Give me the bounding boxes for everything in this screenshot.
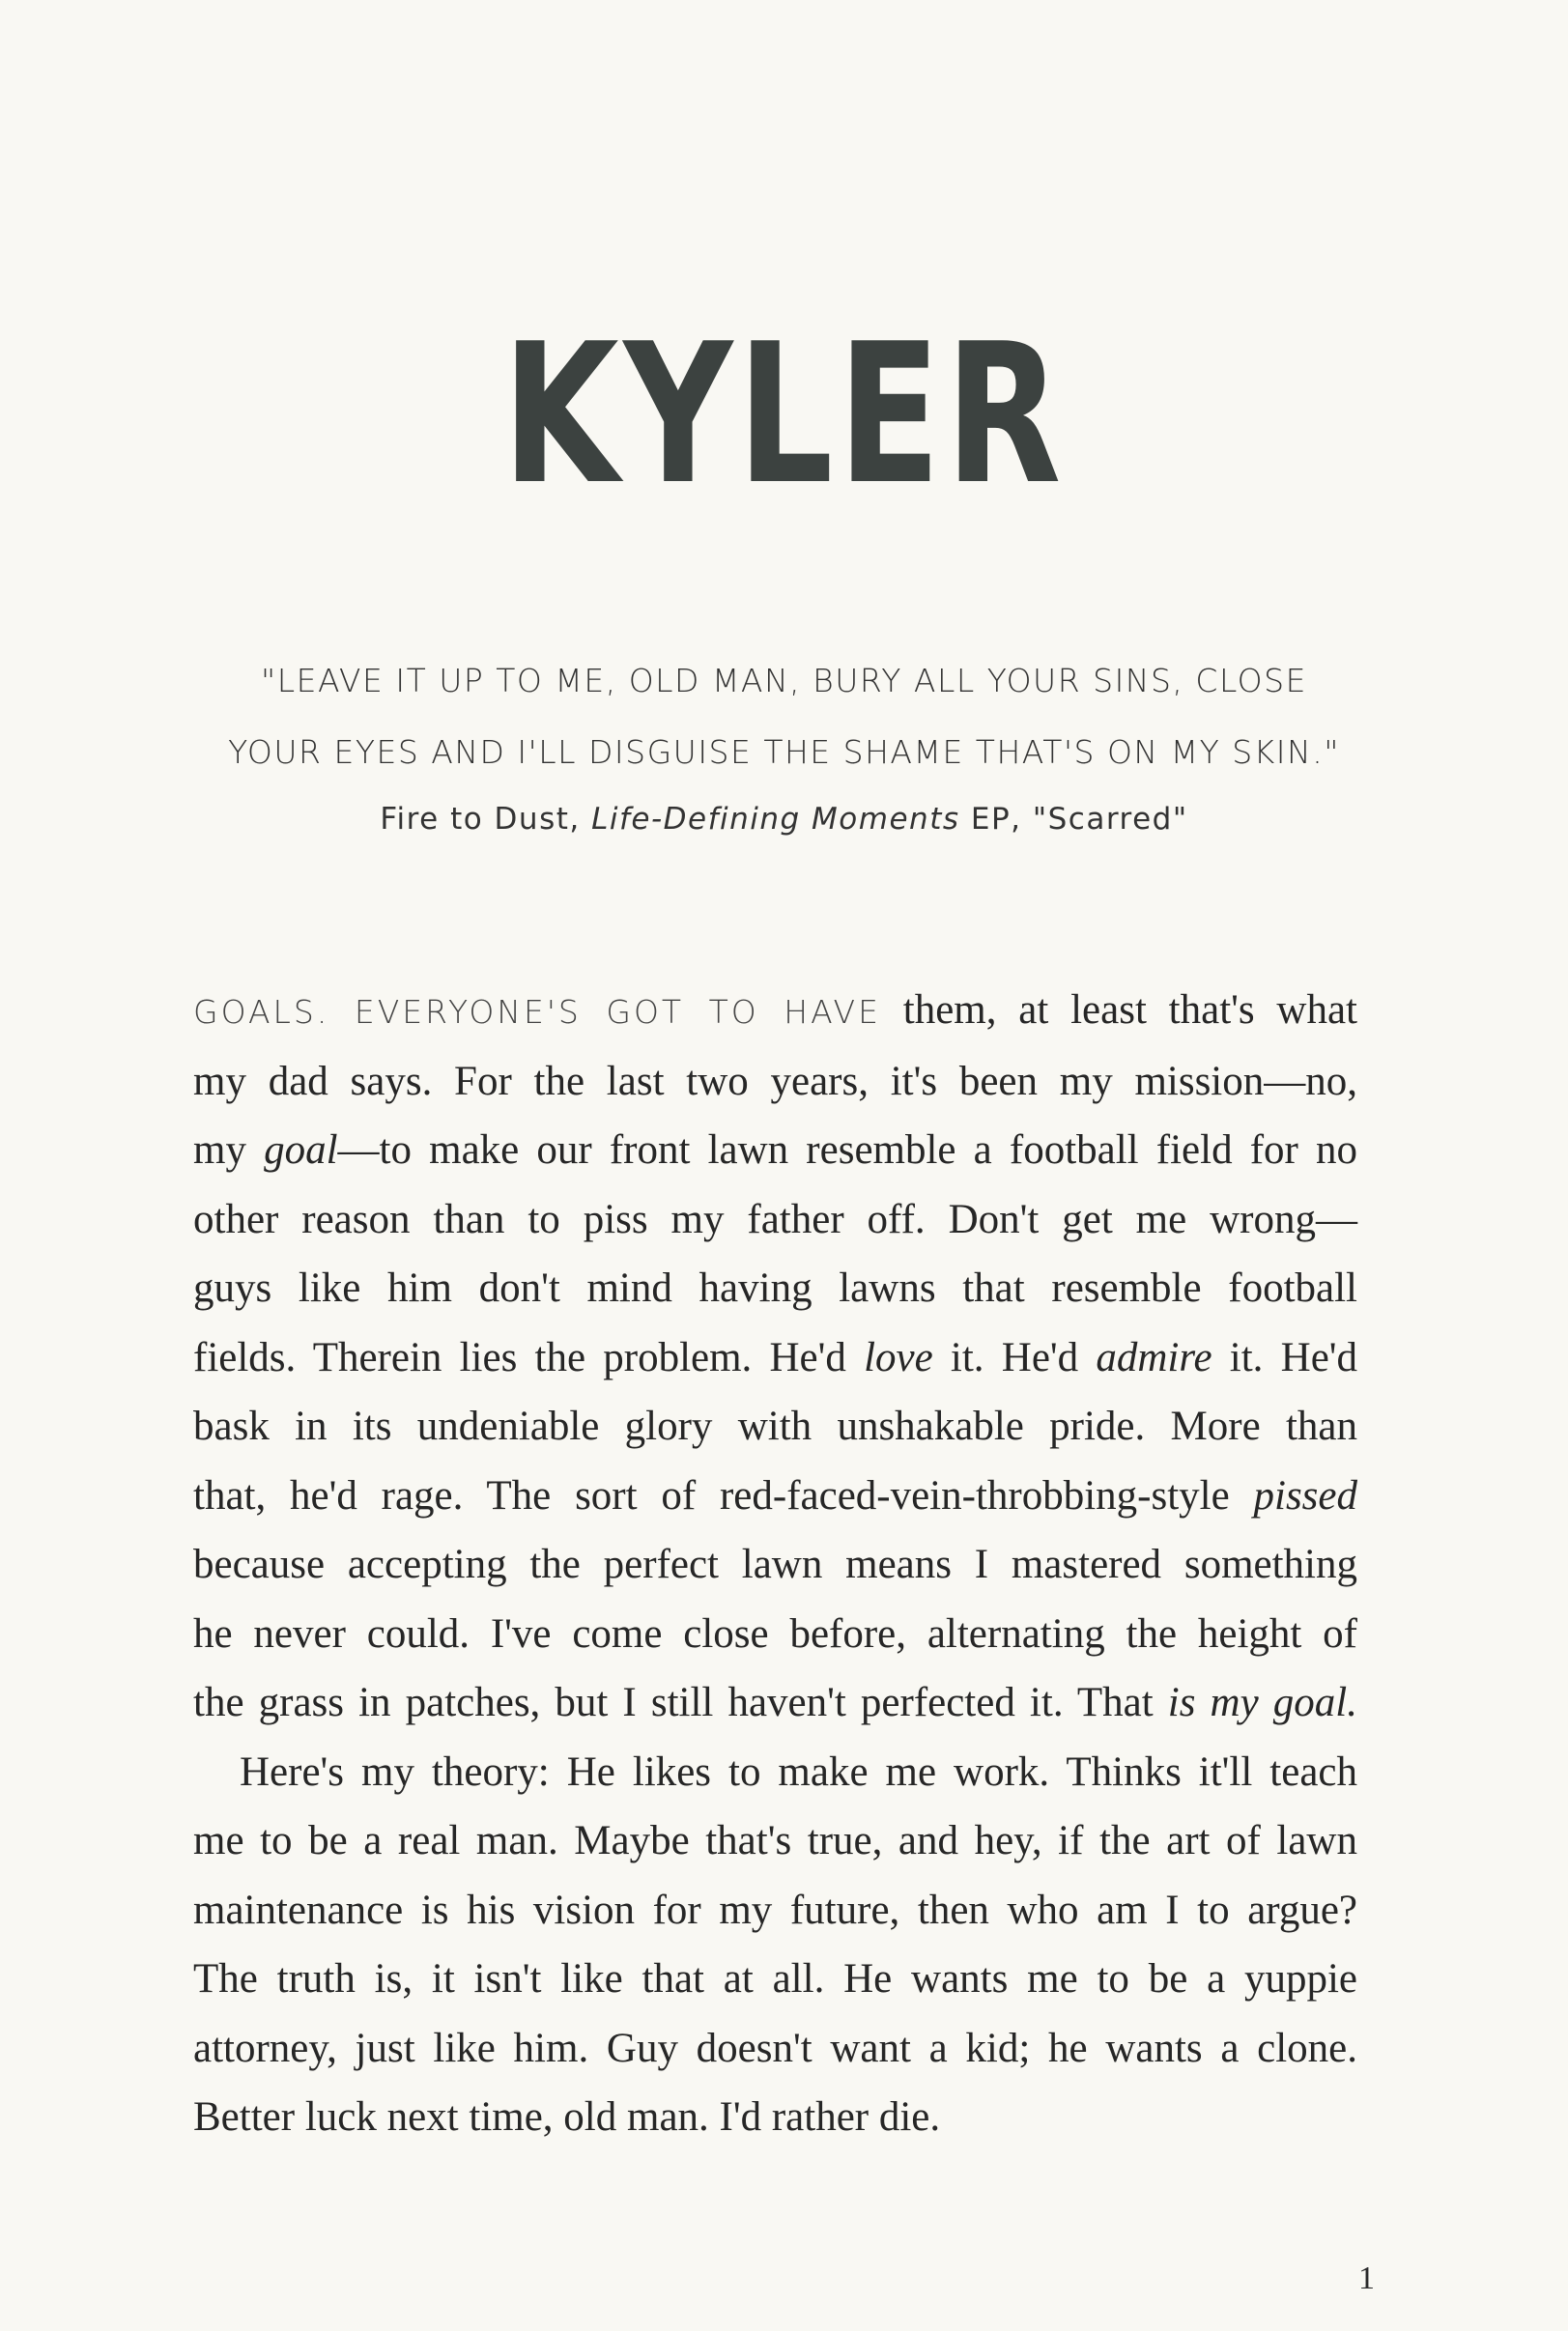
attribution-rest: EP, "Scarred": [959, 802, 1188, 837]
text-line: the grass in patches, but I still haven't perfected it. That is my goal.: [193, 1680, 1357, 1725]
attribution-artist: Fire to Dust,: [380, 802, 592, 837]
text-line: bask in its undeniable glory with unshakable pride. More than: [193, 1404, 1357, 1449]
epigraph: [193, 645, 1375, 850]
epigraph-line-2: YOUR EYES AND I'LL DISGUISE THE SHAME THAT'S ON MY SKIN.": [228, 733, 1340, 771]
text-line: me to be a real man. Maybe that's true, and hey, if the art of lawn: [193, 1818, 1357, 1863]
body-text: [193, 976, 1357, 2152]
lead-in-smallcaps: GOALS. EVERYONE'S GOT TO HAVE: [193, 993, 881, 1031]
text-line: Here's my theory: He likes to make me work. Thinks it'll teach: [240, 1748, 1357, 1795]
text-line: GOALS. EVERYONE'S GOT TO HAVE them, at least that's what: [193, 987, 1358, 1033]
text-line: my dad says. For the last two years, it's been my mission—no,: [193, 1058, 1357, 1104]
chapter-title: KYLER: [501, 302, 1067, 527]
text-line: Better luck next time, old man. I'd rather die.: [193, 2094, 941, 2140]
paragraph-1: [193, 976, 1357, 1738]
page-number: 1: [1358, 2260, 1375, 2296]
paragraph-2: [193, 1738, 1357, 2152]
text-line: guys like him don't mind having lawns that resemble football: [193, 1265, 1357, 1311]
text-line: that, he'd rage. The sort of red-faced-vein-throbbing-style pissed: [193, 1472, 1357, 1519]
epigraph-attribution: [193, 788, 1375, 850]
text-line: he never could. I've come close before, alternating the height of: [193, 1610, 1357, 1657]
text-line: The truth is, it isn't like that at all. He wants me to be a yuppie: [193, 1956, 1357, 2002]
epigraph-line-1: "LEAVE IT UP TO ME, OLD MAN, BURY ALL YOUR SINS, CLOSE: [261, 662, 1307, 699]
text-line: my goal—to make our front lawn resemble a football field for no: [193, 1127, 1357, 1173]
attribution-album: Life-Defining Moments: [591, 802, 960, 837]
text-line: fields. Therein lies the problem. He'd love it. He'd admire it. He'd: [193, 1334, 1358, 1380]
text-line: attorney, just like him. Guy doesn't want a kid; he wants a clone.: [193, 2025, 1357, 2071]
text-line: other reason than to piss my father off. Don't get me wrong—: [193, 1196, 1357, 1242]
text-line: because accepting the perfect lawn means I mastered something: [193, 1542, 1357, 1587]
text-line: maintenance is his vision for my future, then who am I to argue?: [193, 1887, 1357, 1933]
